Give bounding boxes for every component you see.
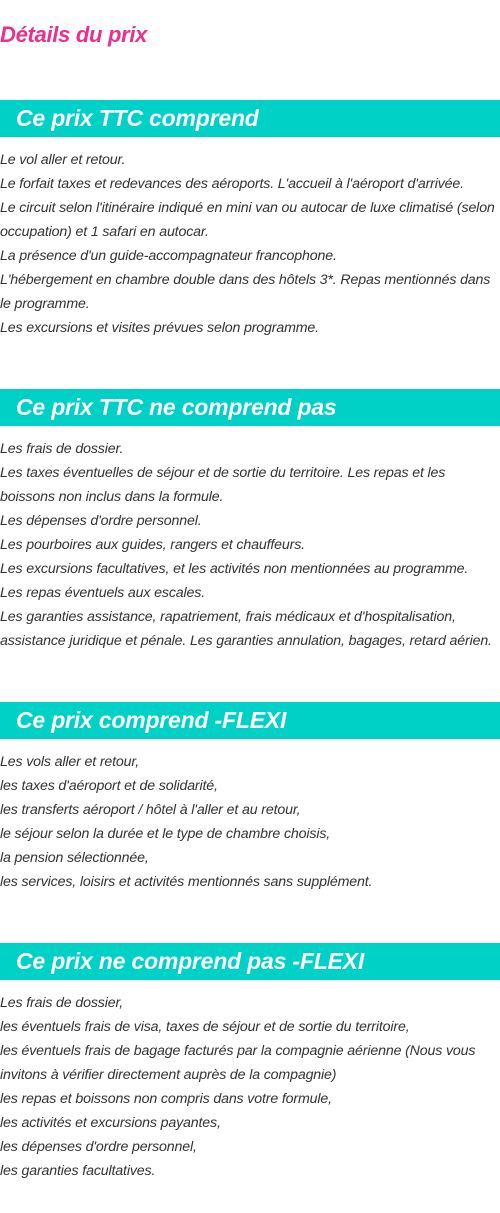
list-item: Le forfait taxes et redevances des aéroports. L'accueil à l'aéroport d'arrivée. — [0, 176, 464, 192]
list-item: les activités et excursions payantes, — [0, 1115, 221, 1131]
list-item: Les excursions et visites prévues selon programme. — [0, 320, 319, 336]
list-item: La présence d'un guide-accompagnateur francophone. — [0, 248, 337, 264]
page-title: Détails du prix — [0, 22, 148, 47]
list-item: les transferts aéroport / hôtel à l'aller et au retour, — [0, 802, 301, 818]
list-item: Le circuit selon l'itinéraire indiqué en mini van ou autocar de luxe climatisé (selon occupation) et 1 safari en autocar. — [0, 200, 495, 240]
section-header: Ce prix TTC comprend — [0, 100, 500, 137]
list-item: Les vols aller et retour, — [0, 754, 139, 770]
list-item: les éventuels frais de bagage facturés par la compagnie aérienne (Nous vous invitons à vérifier directement auprès de la compagnie) — [0, 1043, 476, 1083]
list-item: les dépenses d'ordre personnel, — [0, 1139, 197, 1155]
list-item: Les excursions facultatives, et les activités non mentionnées au programme. — [0, 561, 469, 577]
list-item: Les taxes éventuelles de séjour et de sortie du territoire. Les repas et les boissons non inclus dans la formule. — [0, 465, 446, 505]
list-item: le séjour selon la durée et le type de chambre choisis, — [0, 826, 331, 842]
section-lines — [0, 437, 500, 653]
list-item: les repas et boissons non compris dans votre formule, — [0, 1091, 332, 1107]
list-item: Les repas éventuels aux escales. — [0, 585, 205, 601]
list-item: Les pourboires aux guides, rangers et chauffeurs. — [0, 537, 305, 553]
list-item: les services, loisirs et activités mentionnés sans supplément. — [0, 874, 373, 890]
list-item: Les dépenses d'ordre personnel. — [0, 513, 202, 529]
list-item: les taxes d'aéroport et de solidarité, — [0, 778, 218, 794]
section-price-includes — [0, 100, 500, 340]
list-item: la pension sélectionnée, — [0, 850, 149, 866]
section-lines — [0, 991, 500, 1183]
section-price-excludes — [0, 389, 500, 653]
list-item: les garanties facultatives. — [0, 1163, 156, 1179]
list-item: Les frais de dossier. — [0, 441, 124, 457]
list-item: les éventuels frais de visa, taxes de séjour et de sortie du territoire, — [0, 1019, 410, 1035]
section-lines — [0, 148, 500, 340]
list-item: Les garanties assistance, rapatriement, frais médicaux et d'hospitalisation, assistance juridique et pénale. Les garanties annulation, bagages, retard aérien. — [0, 609, 492, 649]
section-flexi-excludes — [0, 943, 500, 1183]
section-header: Ce prix TTC ne comprend pas — [0, 389, 500, 426]
list-item: L'hébergement en chambre double dans des hôtels 3*. Repas mentionnés dans le programme. — [0, 272, 491, 312]
section-flexi-includes — [0, 702, 500, 894]
list-item: Les frais de dossier, — [0, 995, 124, 1011]
section-header: Ce prix ne comprend pas -FLEXI — [0, 943, 500, 980]
section-lines — [0, 750, 500, 894]
section-header: Ce prix comprend -FLEXI — [0, 702, 500, 739]
list-item: Le vol aller et retour. — [0, 152, 126, 168]
